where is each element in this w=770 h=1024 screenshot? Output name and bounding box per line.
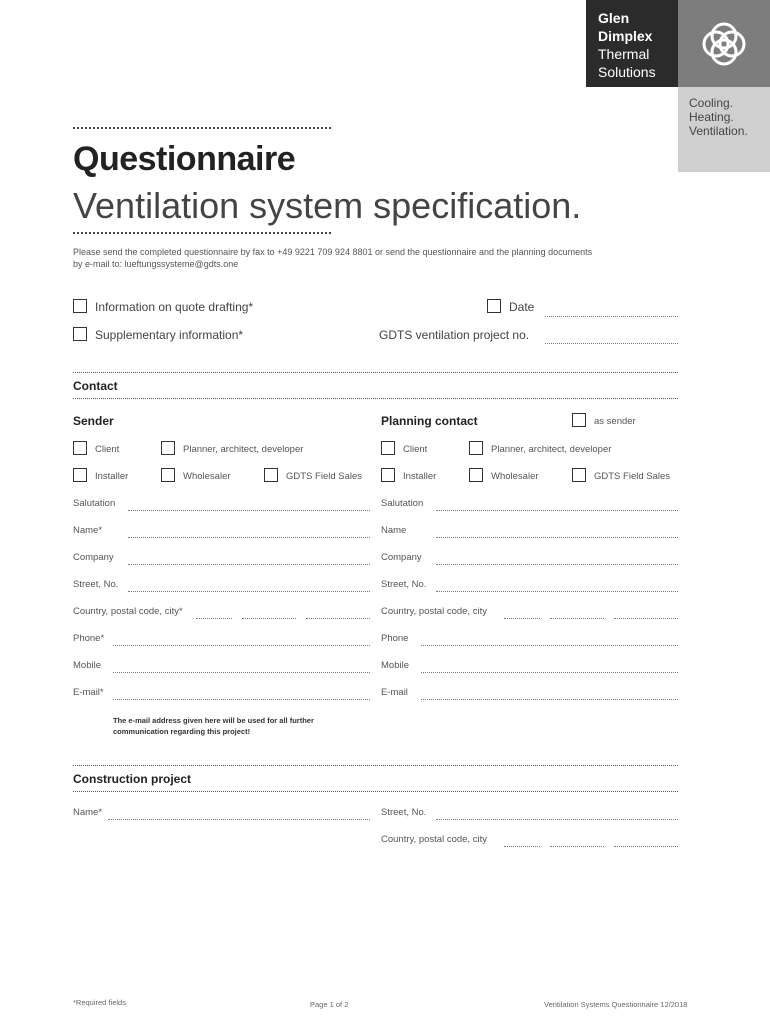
sender-email-field[interactable] <box>113 699 370 700</box>
sender-country-label: Country, postal code, city* <box>73 606 183 617</box>
sender-email-label: E-mail* <box>73 687 104 698</box>
sender-name-label: Name* <box>73 525 103 536</box>
brand-line-4: Solutions <box>598 64 656 80</box>
intro-text <box>73 246 693 270</box>
planning-field-sales-label: GDTS Field Sales <box>594 471 671 482</box>
sender-salutation-field[interactable] <box>128 510 370 511</box>
brand-line-2: Dimplex <box>598 28 653 44</box>
planning-field-sales-checkbox[interactable] <box>572 468 586 482</box>
sender-client-checkbox[interactable] <box>73 441 87 455</box>
planning-salutation-label: Salutation <box>381 498 424 509</box>
tagline-3: Ventilation. <box>689 124 748 138</box>
quote-label: Information on quote drafting* <box>95 300 254 314</box>
date-field[interactable] <box>545 316 678 317</box>
sender-heading: Sender <box>73 414 114 428</box>
page-number: Page 1 of 2 <box>310 1000 349 1009</box>
divider <box>73 398 678 399</box>
brand-line-1: Glen <box>598 10 630 26</box>
sender-installer-checkbox[interactable] <box>73 468 87 482</box>
email-note-line: The e-mail address given here will be used for all further <box>113 716 314 725</box>
planning-name-field[interactable] <box>436 537 678 538</box>
sender-country-field[interactable] <box>196 618 232 619</box>
planning-client-label: Client <box>403 444 428 455</box>
sender-installer-label: Installer <box>95 471 129 482</box>
as-sender-label: as sender <box>594 416 636 427</box>
sender-wholesaler-label: Wholesaler <box>183 471 231 482</box>
construction-country-label: Country, postal code, city <box>381 834 487 845</box>
sender-wholesaler-checkbox[interactable] <box>161 468 175 482</box>
sender-phone-label: Phone* <box>73 633 105 644</box>
planning-street-field[interactable] <box>436 591 678 592</box>
sender-city-field[interactable] <box>306 618 370 619</box>
construction-postal-code-field[interactable] <box>550 846 604 847</box>
planning-wholesaler-checkbox[interactable] <box>469 468 483 482</box>
sender-phone-field[interactable] <box>113 645 370 646</box>
project-no-field[interactable] <box>545 343 678 344</box>
divider <box>73 127 331 129</box>
planning-heading: Planning contact <box>381 414 478 428</box>
logo-knot-icon <box>678 0 770 87</box>
divider <box>73 791 678 792</box>
date-label: Date <box>509 300 535 314</box>
construction-name-label: Name* <box>73 807 103 818</box>
sender-company-label: Company <box>73 552 114 563</box>
construction-country-field[interactable] <box>504 846 540 847</box>
planning-street-label: Street, No. <box>381 579 427 590</box>
planning-salutation-field[interactable] <box>436 510 678 511</box>
sender-client-label: Client <box>95 444 120 455</box>
sender-planner-checkbox[interactable] <box>161 441 175 455</box>
divider <box>73 372 678 373</box>
sender-name-field[interactable] <box>128 537 370 538</box>
planning-company-label: Company <box>381 552 422 563</box>
brand-line-3: Thermal <box>598 46 650 62</box>
quote-checkbox[interactable] <box>73 299 87 313</box>
planning-postal-code-field[interactable] <box>550 618 604 619</box>
sender-street-field[interactable] <box>128 591 370 592</box>
sender-field-sales-label: GDTS Field Sales <box>286 471 363 482</box>
sender-company-field[interactable] <box>128 564 370 565</box>
contact-heading: Contact <box>73 379 118 393</box>
planning-country-label: Country, postal code, city <box>381 606 487 617</box>
planning-planner-label: Planner, architect, developer <box>491 444 612 455</box>
planning-mobile-field[interactable] <box>421 672 678 673</box>
planning-company-field[interactable] <box>436 564 678 565</box>
planning-installer-label: Installer <box>403 471 437 482</box>
planning-installer-checkbox[interactable] <box>381 468 395 482</box>
required-fields-note: *Required fields <box>73 998 126 1007</box>
as-sender-checkbox[interactable] <box>572 413 586 427</box>
intro-line: by e-mail to: lueftungssysteme@gdts.one <box>73 259 239 269</box>
planning-name-label: Name <box>381 525 407 536</box>
construction-city-field[interactable] <box>614 846 678 847</box>
planning-wholesaler-label: Wholesaler <box>491 471 539 482</box>
tagline-2: Heating. <box>689 110 734 124</box>
date-checkbox[interactable] <box>487 299 501 313</box>
email-note <box>113 715 314 737</box>
construction-street-label: Street, No. <box>381 807 427 818</box>
project-no-label: GDTS ventilation project no. <box>379 328 530 342</box>
planning-email-label: E-mail <box>381 687 408 698</box>
sender-planner-label: Planner, architect, developer <box>183 444 304 455</box>
sender-mobile-label: Mobile <box>73 660 101 671</box>
planning-mobile-label: Mobile <box>381 660 409 671</box>
supplementary-checkbox[interactable] <box>73 327 87 341</box>
planning-city-field[interactable] <box>614 618 678 619</box>
divider <box>73 232 331 234</box>
supplementary-label: Supplementary information* <box>95 328 244 342</box>
tagline-block <box>678 87 770 172</box>
sender-salutation-label: Salutation <box>73 498 116 509</box>
sender-mobile-field[interactable] <box>113 672 370 673</box>
planning-email-field[interactable] <box>421 699 678 700</box>
brand-block <box>586 0 678 87</box>
construction-street-field[interactable] <box>436 819 678 820</box>
page-title: Questionnaire <box>73 140 296 178</box>
planning-country-field[interactable] <box>504 618 540 619</box>
construction-name-field[interactable] <box>108 819 370 820</box>
intro-line: Please send the completed questionnaire by fax to +49 9221 709 924 8801 or send the questionnaire and the planning documents <box>73 247 593 257</box>
divider <box>73 765 678 766</box>
planning-phone-field[interactable] <box>421 645 678 646</box>
email-note-line: communication regarding this project! <box>113 727 251 736</box>
sender-street-label: Street, No. <box>73 579 119 590</box>
sender-postal-code-field[interactable] <box>242 618 296 619</box>
planning-phone-label: Phone <box>381 633 409 644</box>
planning-client-checkbox[interactable] <box>381 441 395 455</box>
construction-heading: Construction project <box>73 772 192 786</box>
document-id: Ventilation Systems Questionnaire 12/2018 <box>544 1000 688 1009</box>
page-subtitle: Ventilation system specification. <box>73 185 582 226</box>
sender-field-sales-checkbox[interactable] <box>264 468 278 482</box>
tagline-1: Cooling. <box>689 96 734 110</box>
planning-planner-checkbox[interactable] <box>469 441 483 455</box>
